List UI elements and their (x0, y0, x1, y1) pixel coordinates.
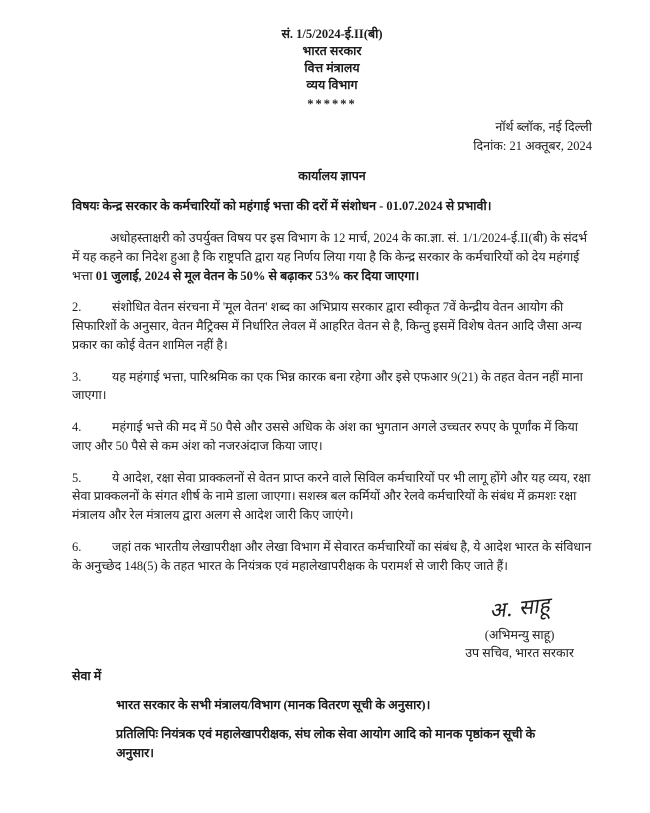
paragraph-5 (72, 469, 592, 525)
document-title: कार्यालय ज्ञापन (298, 168, 366, 183)
paragraph-6-number: 6. (72, 539, 82, 554)
ref-number: सं. 1/5/2024-ई.II(बी) (281, 27, 383, 41)
date-line: दिनांक: 21 अक्तूबर, 2024 (473, 138, 592, 153)
paragraph-2-text: संशोधित वेतन संरचना में 'मूल वेतन' शब्द का अभिप्राय सरकार द्वारा स्वीकृत 7वें केन्द्रीय वेतन आयोग की सिफारिशों के अनुसार, वेतन मैट्रिक्स में निर्धारित लेवल में आहरित वेतन से है, किन्तु इसमें विशेष वेतन आदि जैसा अन्य प्रकार का कोई वेतन शामिल नहीं है। (72, 300, 582, 352)
ministry-name: वित्त मंत्रालय (304, 60, 360, 75)
paragraph-4 (72, 418, 592, 456)
signatory-designation: उप सचिव, भारत सरकार (465, 645, 574, 660)
signature-block (465, 593, 574, 662)
signatory-name: (अभिमन्यु साहू) (484, 627, 555, 642)
paragraph-4-text: महंगाई भत्ते की मद में 50 पैसे और उससे अधिक के अंश का भुगतान अगले उच्चतर रुपए के पूर्णांक में किया जाए और 50 पैसे से कम अंश को नजरअंदाज किया जाए। (72, 420, 578, 453)
paragraph-5-number: 5. (72, 470, 82, 485)
paragraph-6-text: जहां तक भारतीय लेखापरीक्षा और लेखा विभाग में सेवारत कर्मचारियों का संबंध है, ये आदेश भारत के संविधान के अनुच्छेद 148(5) के तहत भारत के नियंत्रक एवं महालेखापरीक्षक के परामर्श से जारी किए जाते हैं। (72, 539, 592, 573)
paragraph-2 (72, 298, 592, 354)
paragraph-3 (72, 368, 592, 406)
paragraph-6 (72, 538, 592, 576)
document-header (72, 26, 592, 112)
paragraph-1-emphasis: 01 जुलाई, 2024 से मूल वेतन के 50% से बढ़ाकर 53% कर दिया जाएगा। (95, 268, 420, 283)
handwritten-signature: अ. साहू (488, 593, 551, 624)
addressee-line: भारत सरकार के सभी मंत्रालय/विभाग (मानक वितरण सूची के अनुसार)। (116, 698, 431, 713)
paragraph-3-text: यह महंगाई भत्ता, पारिश्रमिक का एक भिन्न कारक बना रहेगा और इसे एफआर 9(21) के तहत वेतन नहीं माना जाएगा। (72, 369, 583, 403)
copy-to-line: प्रतिलिपिः नियंत्रक एवं महालेखापरीक्षक, संघ लोक सेवा आयोग आदि को मानक पृष्ठांकन सूची के अनुसार। (116, 726, 536, 760)
paragraph-4-number: 4. (72, 420, 82, 435)
paragraph-2-number: 2. (72, 300, 82, 315)
subject-line: विषयः केन्द्र सरकार के कर्मचारियों को महंगाई भत्ता की दरों में संशोधन - 01.07.2024 से प्रभावी। (72, 199, 492, 214)
addressee-label: सेवा में (72, 669, 102, 684)
place-date-block (72, 118, 592, 154)
paragraph-5-text: ये आदेश, रक्षा सेवा प्राक्कलनों से वेतन प्राप्त करने वाले सिविल कर्मचारियों पर भी लागू होंगे और यह व्यय, रक्षा सेवा प्राक्कलनों के संगत शीर्ष के नामे डाला जाएगा। सशस्त्र बल कर्मियों और रेलवे कर्मचारियों के संबंध में क्रमशः रक्षा मंत्रालय और रेल मंत्रालय द्वारा अलग से आदेश जारी किए जाएंगे। (72, 470, 591, 523)
paragraph-1-text: अधोहस्ताक्षरी को उपर्युक्त विषय पर इस विभाग के 12 मार्च, 2024 के का.ज्ञा. सं. 1/1/2024-ई.II(बी) के संदर्भ में यह कहने का निदेश हुआ है कि राष्ट्रपति द्वारा यह निर्णय लिया गया है कि केन्द्र सरकार के कर्मचारियों को देय महंगाई भत्ता (72, 231, 587, 283)
place-line: नॉर्थ ब्लॉक, नई दिल्ली (495, 120, 592, 135)
paragraph-1 (72, 229, 592, 285)
paragraph-3-number: 3. (72, 369, 82, 384)
org-name: भारत सरकार (302, 43, 362, 58)
department-name: व्यय विभाग (306, 77, 358, 92)
divider-stars: ****** (307, 96, 357, 111)
